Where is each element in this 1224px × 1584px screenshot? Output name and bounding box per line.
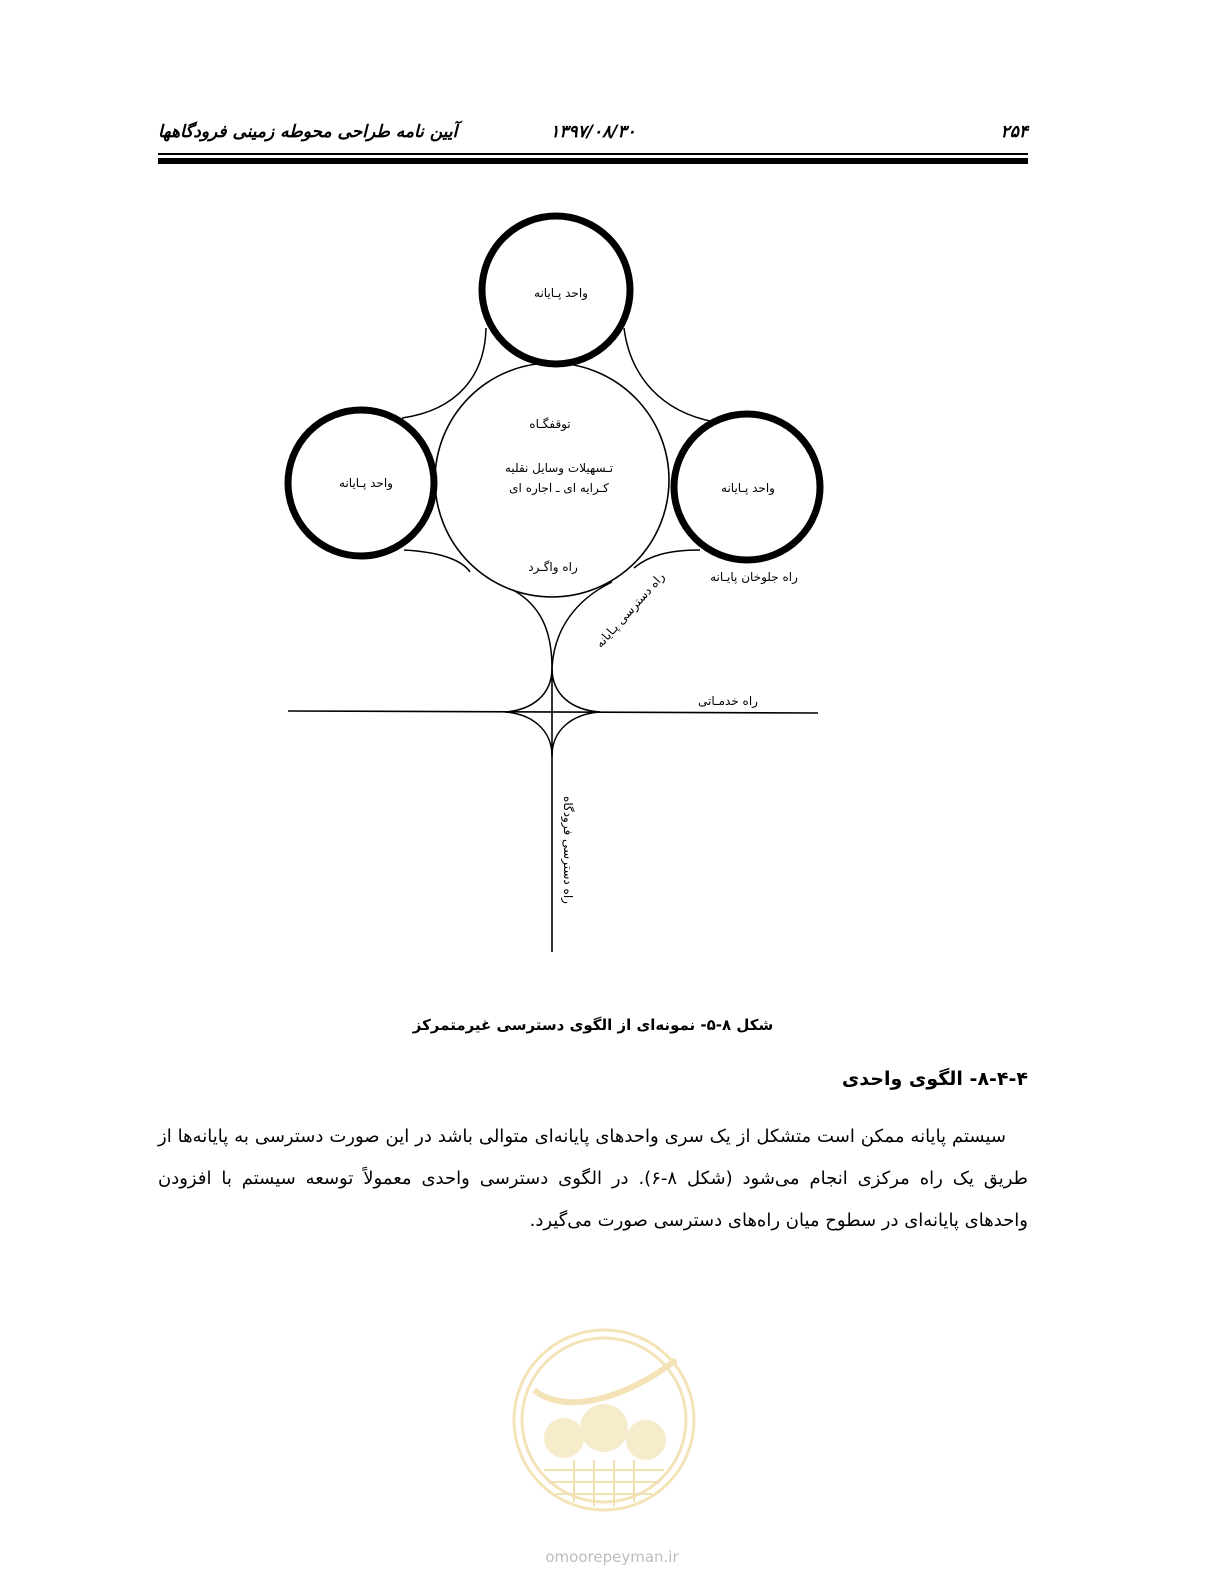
connector-arc bbox=[513, 590, 552, 668]
interchange-curve bbox=[552, 668, 600, 712]
facilities-line-1: تـسهیلات وسایل نقلیه bbox=[504, 461, 614, 475]
section-heading: ۸-۴-۴- الگوی واحدی bbox=[841, 1068, 1028, 1090]
service-road-label: راه خدمـاتی bbox=[698, 694, 758, 708]
curbside-road-label: راه جلوخان پایـانه bbox=[710, 570, 798, 584]
watermark-logo bbox=[504, 1320, 704, 1520]
terminal-label-left: واحد پـایانه bbox=[339, 476, 393, 490]
loop-road-label: راه واگـرد bbox=[528, 560, 578, 574]
watermark-emblem-icon bbox=[504, 1320, 704, 1520]
parking-label: توقفگـاه bbox=[529, 417, 571, 431]
terminal-label-top: واحد پـایانه bbox=[534, 286, 588, 300]
diagram-drawing bbox=[270, 200, 850, 970]
access-diagram bbox=[270, 200, 850, 970]
interchange-curve bbox=[552, 712, 600, 756]
body-paragraph-block bbox=[158, 1116, 1028, 1242]
facilities-line-2: کـرایه ای ـ اجاره ای bbox=[509, 481, 609, 495]
connector-arc bbox=[552, 582, 612, 668]
terminal-label-right: واحد پـایانه bbox=[721, 481, 775, 495]
header-rule-thick bbox=[158, 158, 1028, 164]
terminal-access-road-label: راه دسترسی پـایانه bbox=[592, 569, 668, 651]
page-header bbox=[158, 118, 1028, 148]
service-road-line bbox=[288, 711, 818, 713]
figure-caption: شکل ۸-۵- نمونه‌ای از الگوی دسترسی غیرمتمرکز bbox=[412, 1016, 774, 1034]
header-rule-thin bbox=[158, 153, 1028, 155]
page-number: ۲۵۴ bbox=[1000, 122, 1028, 142]
interchange-curve bbox=[505, 668, 552, 712]
connector-arc bbox=[624, 328, 715, 422]
interchange-curve bbox=[505, 712, 552, 756]
facilities-label bbox=[505, 458, 613, 498]
connector-arc bbox=[402, 328, 486, 418]
header-title: آیین نامه طراحی محوطه زمینی فرودگاهها bbox=[158, 122, 458, 142]
header-date: ۱۳۹۷/۰۸/۳۰ bbox=[550, 122, 636, 142]
airport-access-road-label: راه دسترسی فرودگاه bbox=[561, 796, 575, 904]
body-paragraph: سیستم پایانه ممکن است متشکل از یک سری واحدهای پایانه‌ای متوالی باشد در این صورت دسترسی به پایانه‌ها از طریق یک راه مرکزی انجام می‌شود (شکل ۸-۶). در الگوی دسترسی واحدی معمولاً توسعه سیستم با افزودن واحدهای پایانه‌ای در سطوح میان راه‌های دسترسی صورت می‌گیرد. bbox=[158, 1126, 1029, 1231]
watermark-url: omoorepeyman.ir bbox=[545, 1548, 679, 1566]
